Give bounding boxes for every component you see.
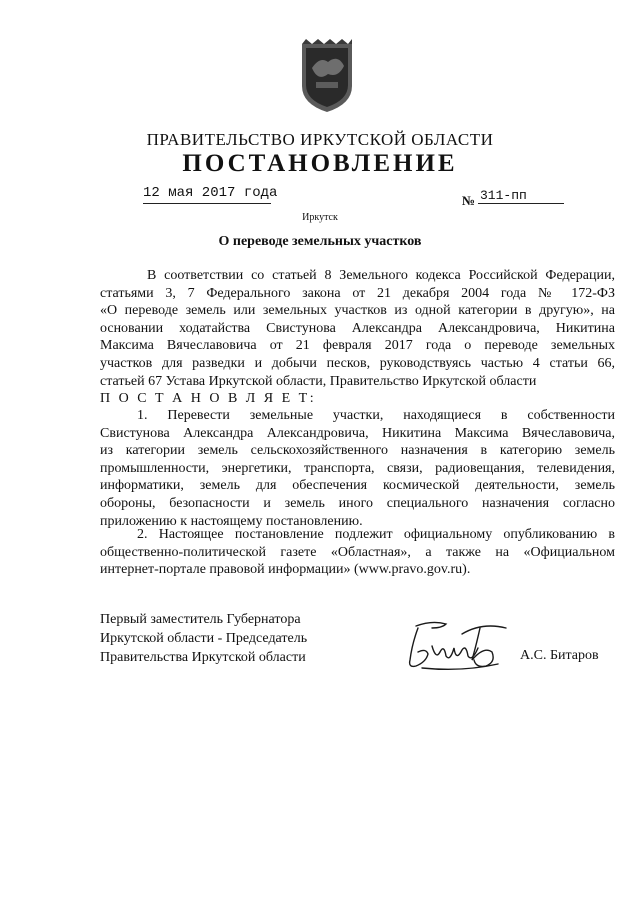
item-2-paragraph (100, 526, 615, 579)
document-type-title: ПОСТАНОВЛЕНИЕ (182, 150, 458, 177)
preamble-line: В соответствии со статьей 8 Земельного кодекса Российской Федерации, (147, 268, 615, 283)
date-underline (143, 203, 271, 204)
item-2-line: интернет-портале правовой информации» (www.pravo.gov.ru). (100, 562, 471, 578)
coat-of-arms-emblem (298, 38, 356, 114)
document-number: 311-пп (480, 188, 527, 203)
document-subject: О переводе земельных участков (218, 234, 422, 249)
signatory-position-line: Иркутской области - Председатель (100, 631, 308, 646)
resolves-heading: П О С Т А Н О В Л Я Е Т: (100, 391, 317, 406)
item-1-paragraph (100, 407, 615, 530)
item-1-line: приложению к настоящему постановлению. (100, 513, 363, 529)
document-date: 12 мая 2017 года (143, 185, 278, 201)
item-1-line: 1. Перевести земельные участки, находящиеся в собственности (137, 408, 615, 423)
preamble-paragraph (100, 267, 615, 390)
preamble-line: статьей 67 Устава Иркутской области, Правительство Иркутской области (100, 373, 537, 389)
preamble-line: Максима Вячеславовича от 21 февраля 2017 года о переводе земельных (100, 338, 615, 354)
item-2-line: 2. Настоящее постановление подлежит официальному опубликованию в (137, 527, 615, 542)
handwritten-signature (402, 616, 514, 674)
signatory-position-line: Правительства Иркутской области (100, 650, 306, 665)
signatory-position-line: Первый заместитель Губернатора (100, 612, 301, 627)
item-1-line: информатики, земель для обеспечения космической деятельности, земель (100, 478, 615, 494)
preamble-line: участков для разведки и добычи песков, руководствуясь частью 4 статьи 66, (100, 355, 615, 371)
signatory-position (100, 610, 307, 667)
item-1-line: Свистунова Александра Александровича, Никитина Максима Вячеславовича, (100, 425, 615, 441)
item-1-line: обороны, безопасности и земель иного специального назначения согласно (100, 495, 615, 511)
document-city: Иркутск (302, 212, 338, 223)
number-sign: № (462, 193, 476, 208)
item-2-line: общественно-политической газете «Областная», а также на «Официальном (100, 544, 615, 560)
item-1-line: из категории земель сельскохозяйственного назначения в категорию земель (100, 443, 615, 459)
preamble-line: статьями 3, 7 Федерального закона от 21 декабря 2004 года № 172-ФЗ (100, 285, 615, 301)
government-title: ПРАВИТЕЛЬСТВО ИРКУТСКОЙ ОБЛАСТИ (146, 130, 494, 149)
preamble-line: «О переводе земель или земельных участков из одной категории в другую», на (100, 303, 615, 319)
number-underline (478, 203, 564, 204)
signatory-name: А.С. Битаров (520, 648, 599, 663)
preamble-line: основании ходатайства Свистунова Александра Александровича, Никитина (100, 320, 615, 336)
item-1-line: промышленности, энергетики, транспорта, связи, радиовещания, телевидения, (100, 460, 615, 476)
